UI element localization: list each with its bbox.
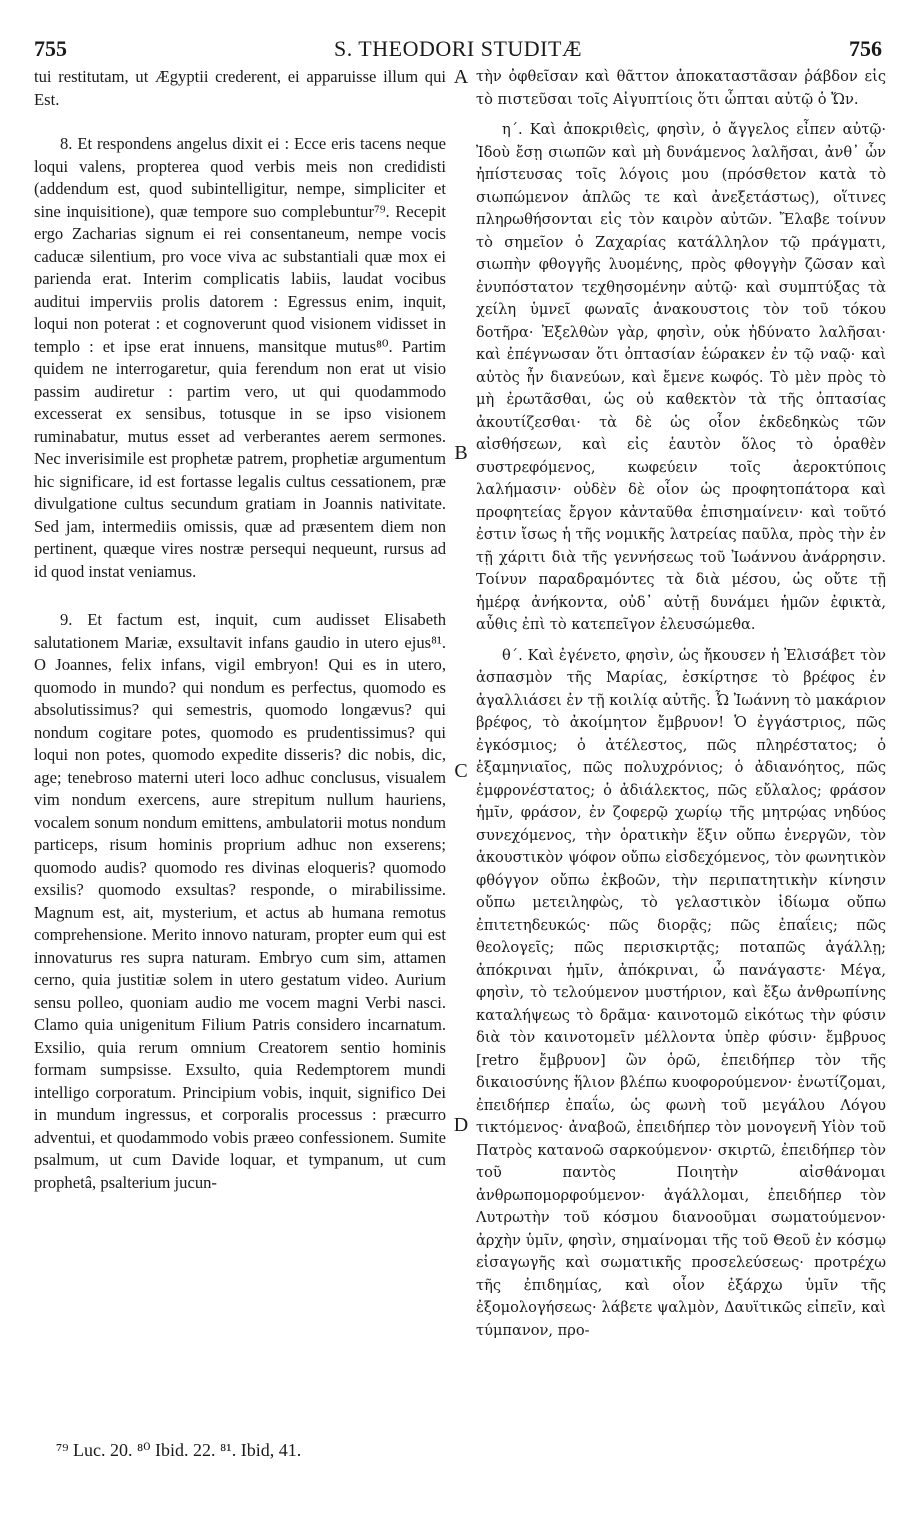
margin-marker-d: D <box>453 1114 469 1136</box>
greek-paragraph-3: θ΄. Καὶ ἐγένετο, φησὶν, ὡς ἤκουσεν ἡ Ἐλισάβετ τὸν ἀσπασμὸν τῆς Μαρίας, ἐσκίρτησε τὸ βρέφος ἐν ἀγαλλιάσει ἐν τῇ κοιλίᾳ αὐτῆς. Ὦ Ἰωάννη τὸ μακάριον βρέφος, τὸ ἀκοίμητον ἔμβρυον! Ὁ ἐγγάστριος, πῶς ἐγκόσμιος; ὁ ἀτέλεστος, πῶς πληρέστατος; ὁ ἑξαμηνιαῖος, πῶς πολυχρόνιος; ὁ ἀδιανόητος, πῶς ἐμφρονέστατος; ὁ ἀδιάλεκτος, πῶς εὔλαλος; φράσον ἡμῖν, φράσον, ἐν ζοφερῷ χωρίῳ τῆς μητρῴας νηδύος συνεχόμενος, τὴν ὁρατικὴν ἕξιν οὔπω ἐνεργῶν, τὸν ἀκουστικὸν ψόφον οὔπω εἰσδεχόμενος, τὸν φωνητικὸν φθόγγον οὔπω ἐκβοῶν, τὴν περιπατητικὴν κίνησιν οὔπω μετειληφὼς, τὸ γελαστικὸν ἰδίωμα οὔπω ἐπιτετηδευκώς· πῶς διορᾷς; πῶς ἐπαΐεις; πῶς θεολογεῖς; πῶς περισκιρτᾷς; ποταπῶς ἀγάλλῃ; ἀπόκριναι ἡμῖν, ἀπόκριναι, ὦ πανάγαστε· Μέγα, φησὶν, τὸ τελούμενον μυστήριον, καὶ ἔξω ἀνθρωπίνης καταλήψεως τὸ δρᾶμα· καινοτομῶ εἰκότως τὴν φύσιν διὰ τὸν καινοτομεῖν μέλλοντα ὑπὲρ φύσιν· ἔμβρυος [retro ἔμβρυον] ὢν ὁρῶ, ἐπειδήπερ τὸν τῆς δικαιοσύνης ἥλιον βλέπω κυοφορούμενον· ἐνωτίζομαι, ἐπειδήπερ ἐπαΐω, ὡς φωνὴ τοῦ μεγάλου Λόγου τικτόμενος· ἀναβοῶ, ἐπειδήπερ τὸν μονογενῆ Υἱὸν τοῦ Πατρὸς κατανοῶ σαρκούμενον· σκιρτῶ, ἐπειδήπερ τὸν τοῦ παντὸς Ποιητὴν αἰσθάνομαι ἀνθρωπομορφούμενον· ἀγάλλομαι, ἐπειδήπερ τὸν Λυτρωτὴν τοῦ κόσμου διανοοῦμαι σωματούμενον· ἀρχὴν ὑμῖν, φησὶν, σημαίνομαι τῆς τοῦ Θεοῦ ἐν κόσμῳ εἰσαγωγῆς καὶ σωματικῆς προσελεύσεως· προτρέχω τῆς ἐπιδημίας, καὶ οἷον ἐξάρχω ὑμῖν τῆς ἐξομολογήσεως· λάβετε ψαλμὸν, Δαυϊτικῶς εἰπεῖν, καὶ τύμπανον, προ- <box>476 646 886 1339</box>
margin-marker-b: B <box>454 442 468 464</box>
greek-paragraph-1: τὴν ὀφθεῖσαν καὶ θᾶττον ἀποκαταστᾶσαν ῥάβδον εἰς τὸ πιστεῦσαι τοῖς Αἰγυπτίοις ὅτι ὦπται αὐτῷ ὁ Ὤν. <box>476 68 886 108</box>
latin-paragraph-1: tui restitutam, ut Ægyptii crederent, ei apparuisse illum qui Est. <box>34 67 446 109</box>
margin-marker-c: C <box>454 760 468 782</box>
page-number-right: 756 <box>849 36 882 61</box>
latin-paragraph-2: 8. Et respondens angelus dixit ei : Ecce eris tacens neque loqui valens, propterea quod verbis meis non credidisti (addendum est, quod subintelligitur, nempe, simpliciter et sine inquisitione), quæ tempore suo complebuntur⁷⁹. Recepit ergo Zacharias signum ei rei consentaneum, nempe vocis caducæ silentium, pro voce viva ac substantiali quæ mox ei parienda erat. Interim complicatis labiis, laudat vocibus auditui imperviis prolis datorem : Egressus enim, inquit, loqui non poterat : et cognoverunt quod visionem vidisset in templo : et ipse erat innuens, mansitque mutus⁸⁰. Partim quidem ne interrogaretur, quia ferendum non erat ut visio passim audiretur : partim vero, ut qui quodammodo excesserat ex sensibus, totusque in se ipso visionem ruminabatur, mutus esset ad verberantes aerem sermones. Nec inverisimile est prophetæ patrem, prophetiæ argumentum hic significare, id est fortasse legalis cultus cessationem, præ divulgatione cultus secundum gratiam in Joannis nativitate. Sed jam, intermediis omissis, quæ ad præsentem diem non pertinent, quæque vires nostræ persequi nequeunt, rursus ad id quod instat veniamus. <box>34 134 446 581</box>
greek-paragraph-2: η΄. Καὶ ἀποκριθεὶς, φησὶν, ὁ ἄγγελος εἶπεν αὐτῷ· Ἰδοὺ ἔσῃ σιωπῶν καὶ μὴ δυνάμενος λαλῆσαι, ἀνθ᾽ ὧν ἠπίστευσας τοῖς λόγοις μου (πρόσθετον κατὰ τὸ σιωπώμενον ἁπλῶς τε καὶ ἀνεξετάστως), οἵτινες πληρωθήσονται εἰς τὸν καιρὸν αὐτῶν. Ἔλαβε τοίνυν τὸ σημεῖον ὁ Ζαχαρίας κατάλληλον τῷ πράγματι, σιωπὴν φθογγῆς λυομένης, πρὸς φθογγὴν ζῶσαν καὶ ἐνυπόστατον τεχθησομένην αὐτῷ· καὶ συμπτύξας τὰ χείλη ὑμνεῖ φωναῖς ἀνακουστοις τὸν τοῦ τόκου δοτῆρα· Ἐξελθὼν γὰρ, φησὶν, οὐκ ἠδύνατο λαλῆσαι· καὶ ἐπέγνωσαν ὅτι ὀπτασίαν ἑώρακεν ἐν τῷ ναῷ· καὶ αὐτὸς ἦν διανεύων, καὶ ἔμενε κωφός. Τὸ μὲν πρὸς τὸ μὴ ἐρωτᾶσθαι, ὡς οὐ καθεκτὸν τὰ τῆς ὀπτασίας ἀκουτίζεσθαι· τὰ δὲ ὡς οἷον ἐκδεδηκὼς τῶν αἰσθήσεων, καὶ εἰς ἑαυτὸν ὅλος τὸ ὁραθὲν συστρεφόμενος, κωφεύειν τοῖς ἀεροκτύποις λαλήμασιν· οὐδὲν δὲ οἷον ὡς προφητοπάτορα καὶ προφητείας ἔργον κἀνταῦθα ἐπισημαίνειν· καὶ τοῦτό ἐστιν ἴσως ἡ τῆς νομικῆς λατρείας παῦλα, πρὸς τὴν ἐν τῇ χάριτι διὰ τῆς γεννήσεως τοῦ Ἰωάννου ἀνάρρησιν. Τοίνυν παραδραμόντες τὰ διὰ μέσου, ὡς οὔτε τῇ ἡμέρᾳ ἀνήκοντα, οὐδ᾽ αὐτῇ δυνάμει ἡμῶν ἐφικτὰ, αὖθις ἐπὶ τὸ κατεπεῖγον ἐλευσώμεθα. <box>476 121 886 633</box>
latin-paragraph-3: 9. Et factum est, inquit, cum audisset Elisabeth salutationem Mariæ, exsultavit infans gaudio in utero ejus⁸¹. O Joannes, felix infans, vigil embryon! Qui es in utero, quomodo in mundo? qui nondum es perfectus, quomodo es absolutissimus? qui semestris, quomodo longævus? qui nondum cogitare potes, quomodo es prudentissimus? qui loqui non potes, quomodo expedite disseris? dic nobis, dic, age; tenebroso materni uteri loco adhuc conclusus, visualem vim nondum exercens, aure strepitum nullum hauriens, vocalem sonum nondum emittens, ambulatorii motus nondum particeps, risum hominis proprium adhuc non exserens; quomodo audis? quomodo res divinas eloqueris? quomodo exsilis? quomodo exsultas? responde, o mirabilissime. Magnum est, ait, mysterium, et actus ab humana remotus comprehensione. Merito innovo naturam, propter eum qui est innovaturus res supra naturam. Embryo cum sim, attamen cerno, quia justitiæ solem in utero gestatum video. Aurium sensu polleo, quoniam audio me vocem magni Verbi nasci. Clamo quia unigenitum Filium Patris considero incarnatum. Exsilio, quia rerum omnium Creatorem sentio hominis formam sumpsisse. Exsulto, quia Redemptorem mundi intelligo corporatum. Principium vobis, inquit, significo Dei in mundum ingressus, et corporalis processus : præcurro adventui, et quodammodo vobis præeo confessionem. Sumite psalmum, ut cum Davide loquar, et tympanum, ut cum prophetâ, psalterium jucun- <box>34 610 446 1192</box>
page-number-left: 755 <box>34 36 67 61</box>
page-header <box>34 36 882 62</box>
margin-marker-a: A <box>453 66 469 88</box>
footnotes: ⁷⁹ Luc. 20. ⁸⁰ Ibid. 22. ⁸¹. Ibid, 41. <box>56 1440 302 1460</box>
greek-column <box>476 66 886 1342</box>
latin-column <box>34 66 446 1194</box>
running-title: S. THEODORI STUDITÆ <box>333 36 583 61</box>
